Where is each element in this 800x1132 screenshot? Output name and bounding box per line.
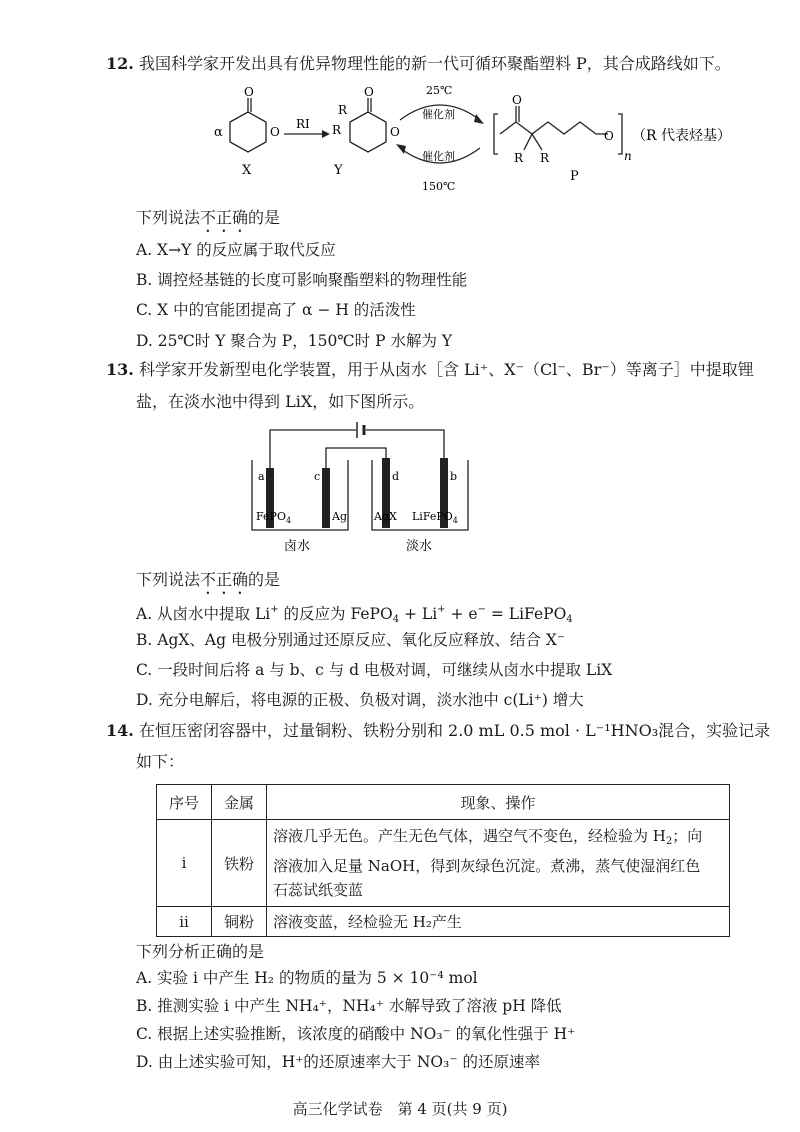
q12-stem: [106, 54, 731, 74]
q13-stem-line2: 盐，在淡水池中得到 LiX，如下图所示。: [136, 392, 425, 411]
y-r2: R: [332, 123, 342, 137]
label-fepo4: FePO$_4$: [256, 510, 292, 525]
label-c: c: [314, 470, 321, 483]
molecule-y: [350, 98, 386, 152]
x-alpha-label: α: [214, 125, 223, 140]
q14-option-c: C. 根据上述实验推断，该浓度的硝酸中 NO₃⁻ 的氧化性强于 H⁺: [136, 1025, 576, 1043]
label-d: d: [392, 470, 400, 483]
row1-id: i: [157, 820, 212, 907]
q13-option-c: C. 一段时间后将 a 与 b、c 与 d 电极对调，可继续从卤水中提取 LiX: [136, 661, 613, 679]
electrode-c: [322, 468, 330, 528]
q12-prompt-emph: 不正确: [200, 208, 249, 227]
q12-stem-text: 我国科学家开发出具有优异物理性能的新一代可循环聚酯塑料 P，其合成路线如下。: [138, 54, 731, 73]
q12-option-a: A. X→Y 的反应属于取代反应: [136, 241, 336, 259]
q14-option-a: A. 实验 i 中产生 H₂ 的物质的量为 5 × 10⁻⁴ mol: [136, 969, 478, 987]
forward-arrow-head: [474, 114, 484, 124]
label-freshwater: 淡水: [406, 539, 433, 554]
q14-stem-line1: [106, 721, 770, 741]
q12-option-b: B. 调控烃基链的长度可影响聚酯塑料的物理性能: [136, 271, 468, 289]
label-lifepo4: LiFePO$_4$: [412, 510, 458, 525]
q12-option-d: D. 25℃时 Y 聚合为 P，150℃时 P 水解为 Y: [136, 332, 453, 350]
q14-experiment-table: [156, 784, 730, 937]
row2-metal: 铜粉: [212, 907, 267, 937]
reverse-catalyst: 催化剂: [422, 150, 455, 163]
q14-number: 14.: [106, 721, 134, 740]
x-label: X: [242, 163, 252, 178]
power-wire-right: [366, 430, 444, 458]
q13-option-d: D. 充分电解后，将电源的正极、负极对调，淡水池中 c(Li⁺) 增大: [136, 691, 584, 709]
p-r1: R: [514, 151, 524, 165]
q13-prompt-suffix: 的是: [248, 570, 281, 589]
q12-synthesis-scheme: [200, 84, 731, 194]
q14-option-b: B. 推测实验 i 中产生 NH₄⁺，NH₄⁺ 水解导致了溶液 pH 降低: [136, 997, 562, 1015]
molecule-x: [230, 98, 266, 152]
header-metal: 金属: [212, 785, 267, 820]
bridge-wire: [326, 448, 386, 468]
p-label: P: [570, 169, 579, 184]
q13-prompt-prefix: 下列说法: [136, 570, 201, 589]
p-n: n: [624, 149, 632, 163]
q14-option-d: D. 由上述实验可知，H⁺的还原速率大于 NO₃⁻ 的还原速率: [136, 1053, 540, 1071]
q12-option-c: C. X 中的官能团提高了 α − H 的活泼性: [136, 301, 416, 319]
y-carbonyl-o: O: [364, 85, 374, 99]
table-header-row: [157, 785, 730, 820]
q14-prompt: 下列分析正确的是: [136, 942, 265, 961]
q14-stem-line2: 如下：: [136, 752, 185, 771]
q13-number: 13.: [106, 360, 134, 379]
table-row: [157, 907, 730, 937]
q12-number: 12.: [106, 54, 134, 73]
y-ring-o: O: [390, 125, 400, 139]
forward-catalyst: 催化剂: [422, 108, 455, 121]
page-footer: 高三化学试卷 第 4 页(共 9 页): [292, 1100, 508, 1118]
row1-phenomena: 溶液几乎无色。产生无色气体，遇空气不变色，经检验为 $H_2$；向 溶液加入足量 NaOH，得到灰绿色沉淀。煮沸，蒸气使湿润红色 石蕊试纸变蓝: [267, 820, 730, 907]
p-ester-o: O: [604, 129, 614, 143]
q12-prompt: [136, 208, 280, 236]
q14-stem-text-1: 在恒压密闭容器中，过量铜粉、铁粉分别和 2.0 mL 0.5 mol · L⁻¹HNO₃混合，实验记录: [138, 721, 771, 740]
ri-arrow-head: [322, 130, 330, 138]
label-brine: 卤水: [284, 539, 311, 554]
q13-electrolysis-diagram: [240, 420, 480, 560]
q13-prompt-emph: 不正确: [200, 570, 249, 589]
x-carbonyl-o: O: [244, 85, 254, 99]
x-ring-o: O: [270, 125, 280, 139]
power-wire: [270, 430, 356, 468]
reagent-ri: RI: [296, 117, 310, 131]
header-id: 序号: [157, 785, 212, 820]
q13-stem-text-1: 科学家开发新型电化学装置，用于从卤水［含 Li⁺、X⁻（Cl⁻、Br⁻）等离子］中提取锂: [138, 360, 754, 379]
y-r1: R: [338, 103, 348, 117]
header-phenomena: 现象、操作: [267, 785, 730, 820]
row2-id: ii: [157, 907, 212, 937]
label-a: a: [258, 470, 265, 483]
row1-metal: 铁粉: [212, 820, 267, 907]
forward-temp: 25℃: [426, 84, 453, 97]
label-ag: Ag: [332, 510, 347, 523]
table-row: [157, 820, 730, 907]
label-agx: AgX: [374, 510, 397, 523]
p-r2: R: [540, 151, 550, 165]
q12-prompt-prefix: 下列说法: [136, 208, 201, 227]
reverse-temp: 150℃: [422, 180, 456, 193]
label-b: b: [450, 470, 458, 483]
reverse-arrow-head: [396, 144, 406, 154]
row2-phenomena: 溶液变蓝，经检验无 H₂产生: [267, 907, 730, 937]
q13-stem-line1: [106, 360, 754, 380]
p-carbonyl-o: O: [512, 93, 522, 107]
q13-prompt: [136, 570, 280, 598]
q13-option-a: A. 从卤水中提取 Li+ 的反应为 FePO$_4$ + Li+ + e− = LiFePO$_4$: [136, 604, 573, 625]
q13-option-b: B. AgX、Ag 电极分别通过还原反应、氧化反应释放、结合 X⁻: [136, 631, 566, 649]
r-note: （R 代表烃基）: [632, 128, 731, 144]
polymer-p: [494, 106, 622, 154]
y-label: Y: [334, 163, 343, 178]
q12-prompt-suffix: 的是: [248, 208, 281, 227]
